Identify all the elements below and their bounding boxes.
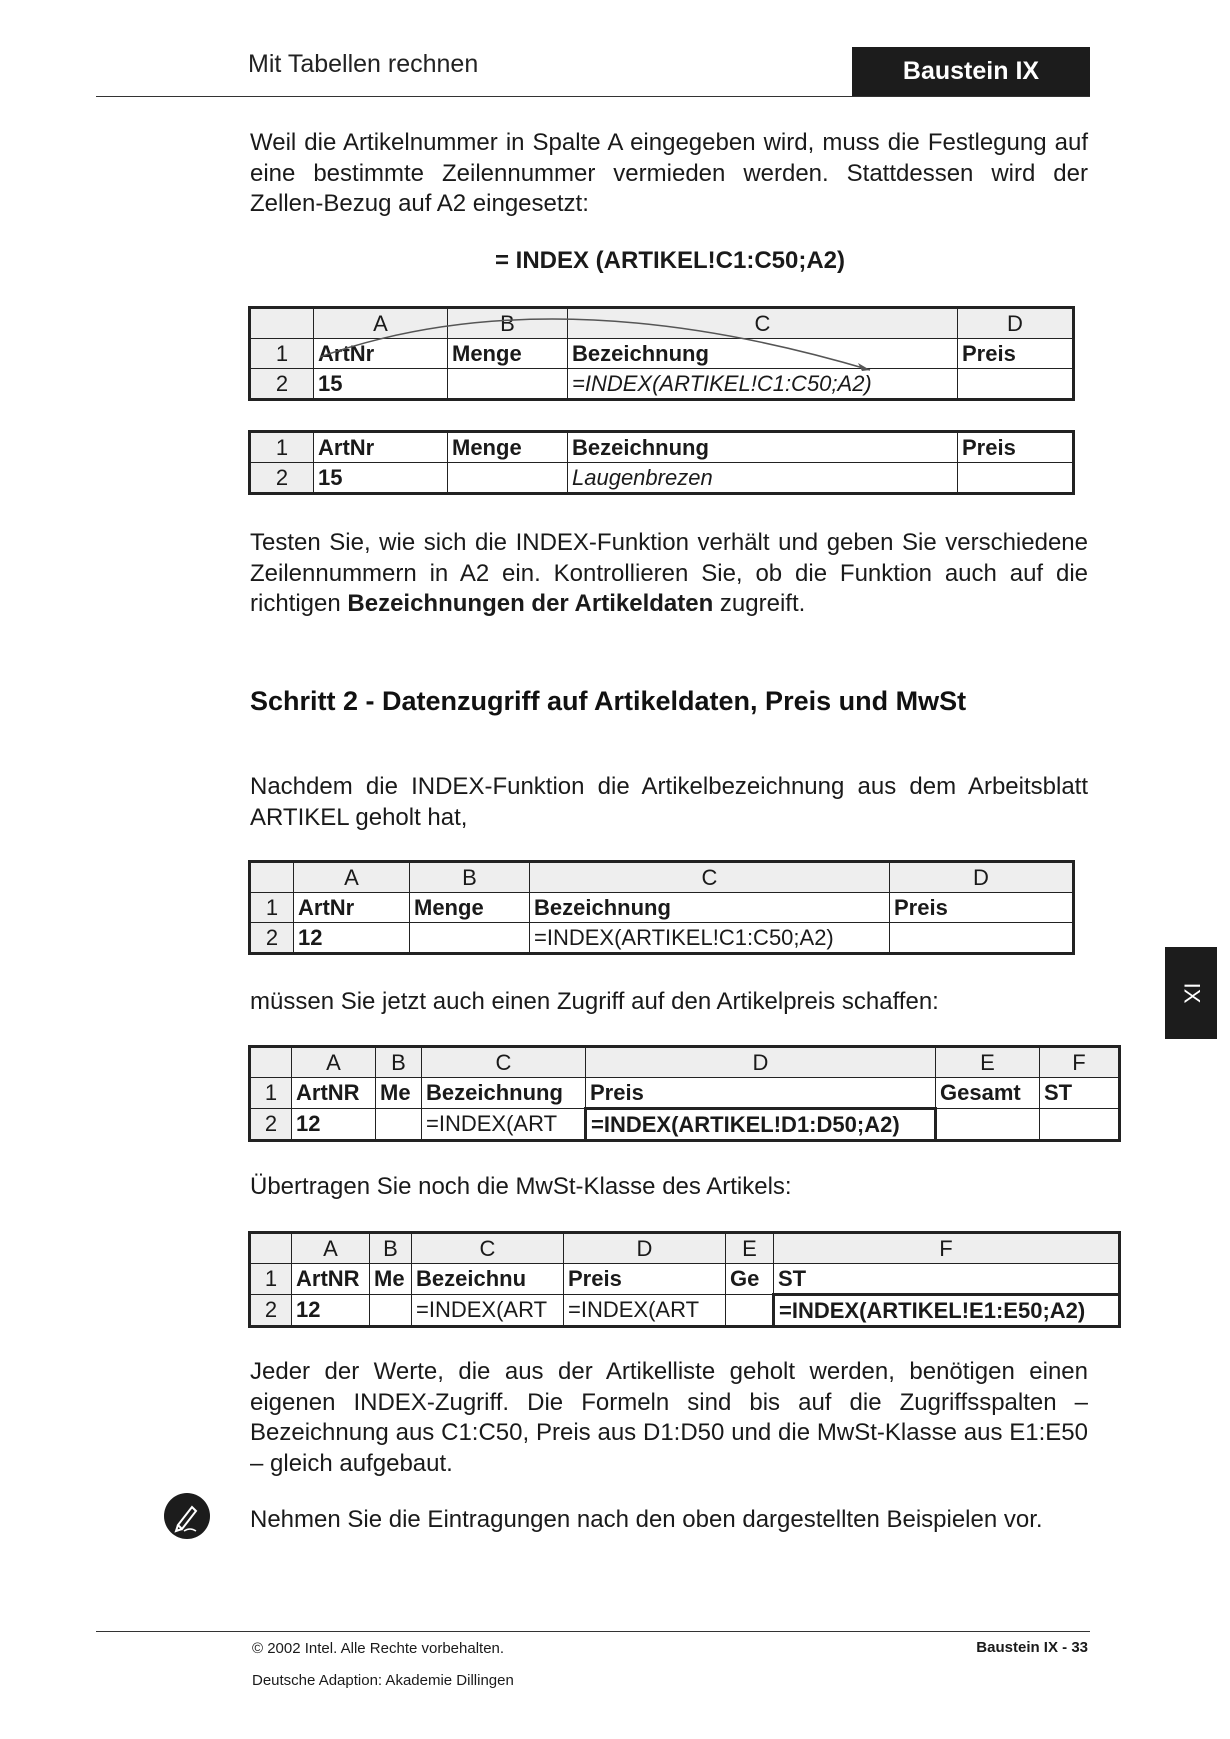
formula-cell: =INDEX(ART (564, 1295, 726, 1327)
cell: Menge (448, 432, 568, 463)
cell: 15 (314, 463, 448, 494)
page-header-title: Mit Tabellen rechnen (248, 50, 479, 78)
table-row (250, 1264, 1120, 1295)
cell: Bezeichnu (412, 1264, 564, 1295)
col-header-e: E (726, 1233, 774, 1264)
test-tail: zugreift. (713, 590, 806, 617)
cell (448, 463, 568, 494)
cell (376, 1109, 422, 1141)
col-header-b: B (410, 862, 530, 893)
row-number: 2 (250, 369, 314, 400)
cell: Menge (448, 339, 568, 369)
formula-cell: =INDEX(ART (412, 1295, 564, 1327)
spreadsheet-example-3 (248, 860, 1075, 955)
col-header-f: F (774, 1233, 1120, 1264)
col-header-b: B (370, 1233, 412, 1264)
corner-cell (250, 1047, 292, 1078)
task-paragraph: Nehmen Sie die Eintragungen nach den oben dargestellten Beispielen vor. (250, 1506, 1043, 1533)
cell: Me (376, 1078, 422, 1109)
mwst-paragraph: Übertragen Sie noch die MwSt-Klasse des Artikels: (250, 1173, 792, 1200)
cell: Preis (586, 1078, 936, 1109)
col-header-a: A (314, 308, 448, 339)
column-header-row (250, 1047, 1120, 1078)
test-paragraph (250, 528, 1088, 620)
row-number: 1 (250, 339, 314, 369)
table-row (250, 463, 1074, 494)
cell (370, 1295, 412, 1327)
chapter-side-tab (1165, 947, 1217, 1039)
row-number: 2 (250, 463, 314, 494)
cell: Bezeichnung (568, 339, 958, 369)
col-header-c: C (530, 862, 890, 893)
cell: ST (774, 1264, 1120, 1295)
section-heading: Schritt 2 - Datenzugriff auf Artikeldaten, Preis und MwSt (250, 686, 967, 716)
cell (726, 1295, 774, 1327)
header-divider (96, 96, 1090, 97)
pen-icon (164, 1493, 210, 1539)
row-number: 1 (250, 1264, 292, 1295)
column-header-row (250, 862, 1074, 893)
formula-cell: =INDEX(ARTIKEL!C1:C50;A2) (568, 369, 958, 400)
spreadsheet-example-4 (248, 1045, 1121, 1142)
row-number: 2 (250, 1295, 292, 1327)
section-paragraph: Nachdem die INDEX-Funktion die Artikelbezeichnung aus dem Arbeitsblatt ARTIKEL geholt hat, (250, 773, 1088, 831)
cell: Gesamt (936, 1078, 1040, 1109)
cell: ArtNR (292, 1078, 376, 1109)
cell: Bezeichnung (530, 893, 890, 923)
side-tab-label: IX (1178, 982, 1204, 1004)
row-number: 2 (250, 923, 294, 954)
cell (936, 1109, 1040, 1141)
cell: Me (370, 1264, 412, 1295)
cell: Preis (958, 339, 1074, 369)
cell: Preis (958, 432, 1074, 463)
cell: Preis (890, 893, 1074, 923)
cell (1040, 1109, 1120, 1141)
table-row (250, 893, 1074, 923)
cell: ArtNr (314, 339, 448, 369)
col-header-a: A (292, 1047, 376, 1078)
highlighted-formula-cell: =INDEX(ARTIKEL!D1:D50;A2) (586, 1109, 936, 1141)
main-formula: = INDEX (ARTIKEL!C1:C50;A2) (494, 247, 846, 274)
cell: 12 (294, 923, 410, 954)
corner-cell (250, 862, 294, 893)
formula-cell: =INDEX(ARTIKEL!C1:C50;A2) (530, 923, 890, 954)
col-header-c: C (412, 1233, 564, 1264)
spreadsheet-example-5 (248, 1231, 1121, 1328)
table-row (250, 1078, 1120, 1109)
result-cell: Laugenbrezen (568, 463, 958, 494)
col-header-c: C (422, 1047, 586, 1078)
row-number: 1 (250, 432, 314, 463)
col-header-a: A (294, 862, 410, 893)
col-header-e: E (936, 1047, 1040, 1078)
cell: ArtNr (294, 893, 410, 923)
footer-divider (96, 1631, 1090, 1632)
cell: Menge (410, 893, 530, 923)
row-number: 1 (250, 893, 294, 923)
col-header-d: D (586, 1047, 936, 1078)
footer-copyright: © 2002 Intel. Alle Rechte vorbehalten. (252, 1640, 505, 1657)
formula-cell: =INDEX(ART (422, 1109, 586, 1141)
spreadsheet-example-2 (248, 430, 1075, 495)
col-header-c: C (568, 308, 958, 339)
cell: Ge (726, 1264, 774, 1295)
col-header-d: D (890, 862, 1074, 893)
chapter-badge: Baustein IX (852, 47, 1090, 96)
cell (410, 923, 530, 954)
footer-adaption: Deutsche Adaption: Akademie Dillingen (252, 1672, 514, 1689)
test-text: Testen Sie, wie sich die INDEX-Funktion verhält und geben Sie verschiedene Zeilennummern in A2 ein. Kontrollieren Sie, ob die Funktion auch auf die richtigen (250, 529, 1088, 617)
reference-arrow (300, 305, 880, 375)
col-header-d: D (958, 308, 1074, 339)
intro-paragraph: Weil die Artikelnummer in Spalte A eingegeben wird, muss die Festlegung auf eine bestimmte Zeilennummer vermieden werden. Stattdessen wird der Zellen-Bezug auf A2 eingesetzt: (250, 129, 1088, 217)
cell (958, 463, 1074, 494)
col-header-a: A (292, 1233, 370, 1264)
table-row (250, 1109, 1120, 1141)
values-paragraph: Jeder der Werte, die aus der Artikelliste geholt werden, benötigen einen eigenen INDEX-Zugriff. Die Formeln sind bis auf die Zugriffsspalten – Bezeichnung aus C1:C50, Preis aus D1:D50 und die MwSt-Klasse aus E1:E50 – gleich aufgebaut. (250, 1358, 1088, 1477)
cell: Bezeichnung (422, 1078, 586, 1109)
table-row (250, 923, 1074, 954)
price-paragraph: müssen Sie jetzt auch einen Zugriff auf den Artikelpreis schaffen: (250, 988, 939, 1015)
column-header-row (250, 1233, 1120, 1264)
cell (890, 923, 1074, 954)
cell: ArtNR (292, 1264, 370, 1295)
row-number: 2 (250, 1109, 292, 1141)
cell: 12 (292, 1295, 370, 1327)
highlighted-formula-cell: =INDEX(ARTIKEL!E1:E50;A2) (774, 1295, 1120, 1327)
footer-page-number: Baustein IX - 33 (976, 1639, 1088, 1656)
table-row (250, 432, 1074, 463)
cell (958, 369, 1074, 400)
cell: 12 (292, 1109, 376, 1141)
cell: Preis (564, 1264, 726, 1295)
col-header-b: B (448, 308, 568, 339)
cell: Bezeichnung (568, 432, 958, 463)
col-header-b: B (376, 1047, 422, 1078)
cell: ST (1040, 1078, 1120, 1109)
cell: ArtNr (314, 432, 448, 463)
cell: 15 (314, 369, 448, 400)
col-header-f: F (1040, 1047, 1120, 1078)
corner-cell (250, 1233, 292, 1264)
test-bold: Bezeichnungen der Artikeldaten (347, 590, 714, 617)
table-row (250, 1295, 1120, 1327)
col-header-d: D (564, 1233, 726, 1264)
row-number: 1 (250, 1078, 292, 1109)
